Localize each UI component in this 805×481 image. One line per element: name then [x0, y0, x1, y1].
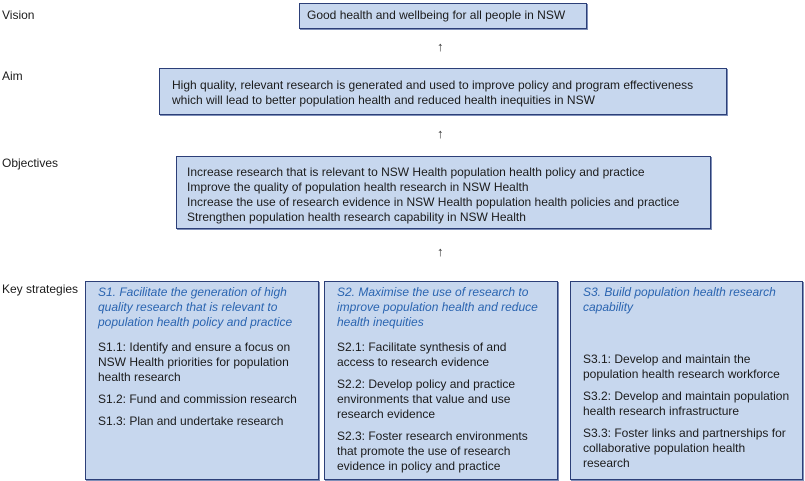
- strategy-item: S3.1: Develop and maintain the population health research workforce: [583, 352, 780, 381]
- strategy-title: S2. Maximise the use of research to improve population health and reduce health inequities: [337, 285, 538, 329]
- strategy-title: S3. Build population health research capability: [583, 285, 776, 314]
- aim-line: which will lead to better population health and reduced health inequities in NSW: [172, 93, 595, 107]
- objectives-box: [176, 156, 711, 229]
- objectives-label: Objectives: [2, 156, 59, 170]
- objective-item: Improve the quality of population health research in NSW Health: [187, 180, 529, 194]
- key-strategies-label: Key strategies: [2, 282, 79, 296]
- strategy-item: S1.2: Fund and commission research: [98, 392, 297, 406]
- vision-box: [299, 3, 587, 29]
- vision-label: Vision: [2, 8, 35, 22]
- strategy-item: S2.1: Facilitate synthesis of and access to research evidence: [337, 340, 507, 369]
- aim-box: [159, 68, 727, 115]
- arrow-up-icon: ↑: [437, 126, 444, 141]
- arrow-up-icon: ↑: [437, 39, 444, 54]
- objective-item: Increase research that is relevant to NSW Health population health policy and practice: [187, 165, 645, 179]
- strategy-item: S2.3: Foster research environments that promote the use of research evidence in policy and practice: [337, 429, 528, 473]
- vision-text: Good health and wellbeing for all people in NSW: [307, 8, 566, 22]
- strategy-box-s2: [324, 281, 558, 480]
- aim-label: Aim: [2, 69, 23, 83]
- strategy-item: S1.3: Plan and undertake research: [98, 414, 284, 428]
- objective-item: Increase the use of research evidence in NSW Health population health policies and practice: [187, 195, 680, 209]
- aim-line: High quality, relevant research is generated and used to improve policy and program effectiveness: [172, 78, 694, 92]
- strategy-item: S1.1: Identify and ensure a focus on NSW Health priorities for population health research: [98, 340, 291, 384]
- strategy-item: S3.2: Develop and maintain population health research infrastructure: [583, 389, 790, 418]
- strategy-item: S2.2: Develop policy and practice environments that value and use research evidence: [337, 377, 516, 421]
- strategy-box-s3: [570, 281, 803, 480]
- arrow-up-icon: ↑: [437, 244, 444, 259]
- objective-item: Strengthen population health research capability in NSW Health: [187, 210, 526, 224]
- strategy-title: S1. Facilitate the generation of high quality research that is relevant to population health policy and practice: [98, 285, 293, 329]
- strategy-box-s1: [85, 281, 319, 480]
- strategy-item: S3.3: Foster links and partnerships for collaborative population health research: [583, 426, 786, 470]
